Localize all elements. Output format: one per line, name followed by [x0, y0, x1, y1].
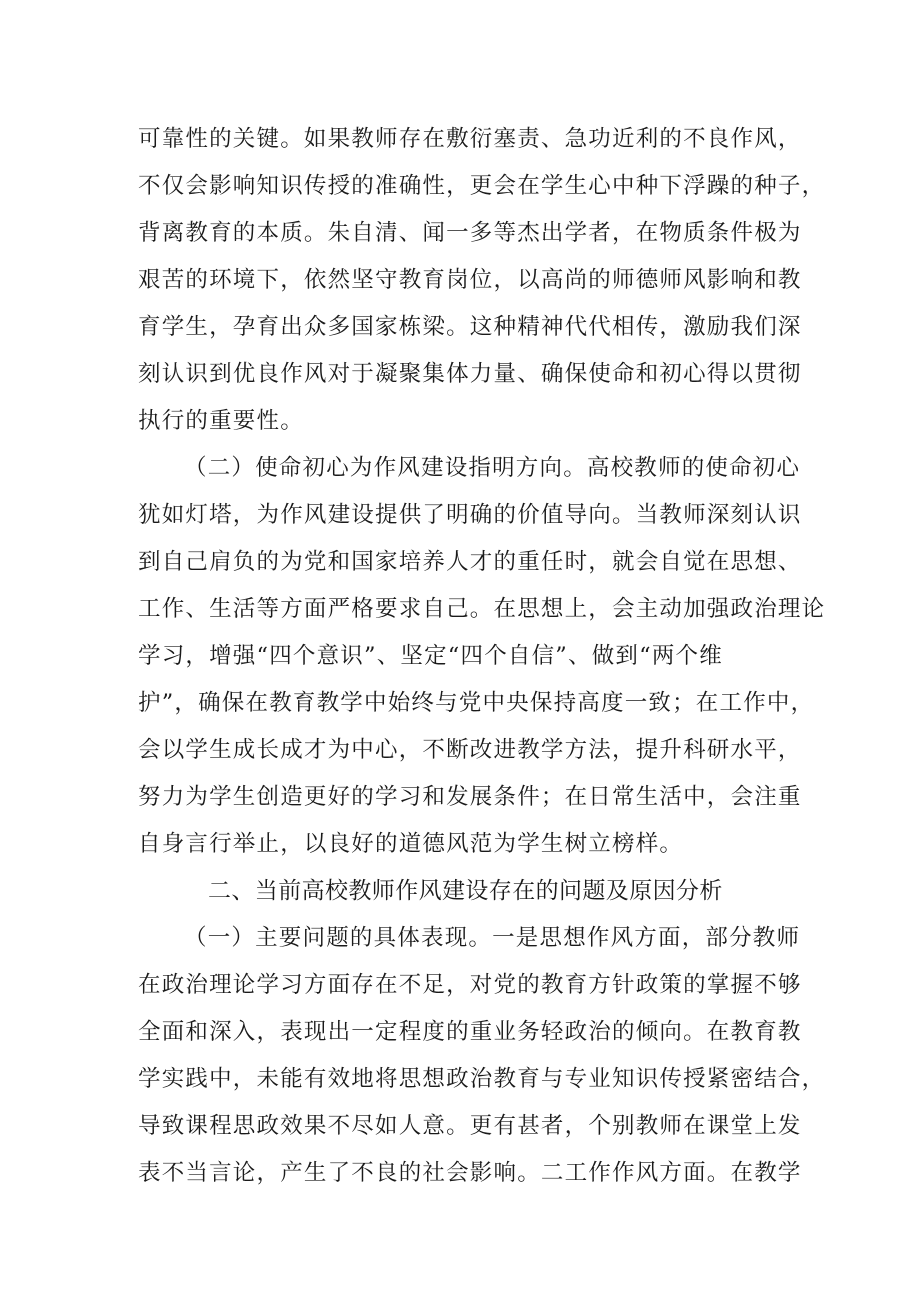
body-line: 背离教育的本质。朱自清、闻一多等杰出学者，在物质条件极为 — [138, 220, 802, 246]
body-line: 学习，增强“四个意识”、坚定“四个自信”、做到“两个维 — [138, 643, 723, 669]
document-body — [138, 116, 826, 1197]
body-line: 到自己肩负的为党和国家培养人才的重任时，就会自觉在思想、 — [138, 549, 802, 575]
body-line: 导致课程思政效果不尽如人意。更有甚者，个别教师在课堂上发 — [138, 1113, 802, 1139]
section-heading: 二、当前高校教师作风建设存在的问题及原因分析 — [208, 878, 723, 904]
body-line: 学实践中，未能有效地将思想政治教育与专业知识传授紧密结合， — [138, 1066, 826, 1092]
body-line: 在政治理论学习方面存在不足，对党的教育方针政策的掌握不够 — [138, 972, 802, 998]
body-line: 工作、生活等方面严格要求自己。在思想上，会主动加强政治理论 — [138, 596, 826, 622]
body-line: 刻认识到优良作风对于凝聚集体力量、确保使命和初心得以贯彻 — [138, 361, 802, 387]
body-line: 犹如灯塔，为作风建设提供了明确的价值导向。当教师深刻认识 — [138, 502, 802, 528]
paragraph-first-line: （一）主要问题的具体表现。一是思想作风方面，部分教师 — [184, 925, 801, 951]
body-line: 全面和深入，表现出一定程度的重业务轻政治的倾向。在教育教 — [138, 1019, 802, 1045]
paragraph-first-line: （二）使命初心为作风建设指明方向。高校教师的使命初心 — [184, 455, 801, 481]
body-line: 会以学生成长成才为中心，不断改进教学方法，提升科研水平， — [138, 737, 802, 763]
body-line: 表不当言论，产生了不良的社会影响。二工作作风方面。在教学 — [138, 1160, 802, 1186]
body-line: 努力为学生创造更好的学习和发展条件；在日常生活中，会注重 — [138, 784, 802, 810]
body-line: 可靠性的关键。如果教师存在敷衍塞责、急功近利的不良作风， — [138, 126, 802, 152]
body-line: 执行的重要性。 — [138, 408, 304, 434]
body-line: 艰苦的环境下，依然坚守教育岗位，以高尚的师德师风影响和教 — [138, 267, 802, 293]
body-line: 护”，确保在教育教学中始终与党中央保持高度一致；在工作中， — [138, 690, 815, 716]
body-line: 不仅会影响知识传授的准确性，更会在学生心中种下浮躁的种子， — [138, 173, 826, 199]
body-line: 自身言行举止，以良好的道德风范为学生树立榜样。 — [138, 831, 684, 857]
body-line: 育学生，孕育出众多国家栋梁。这种精神代代相传，激励我们深 — [138, 314, 802, 340]
